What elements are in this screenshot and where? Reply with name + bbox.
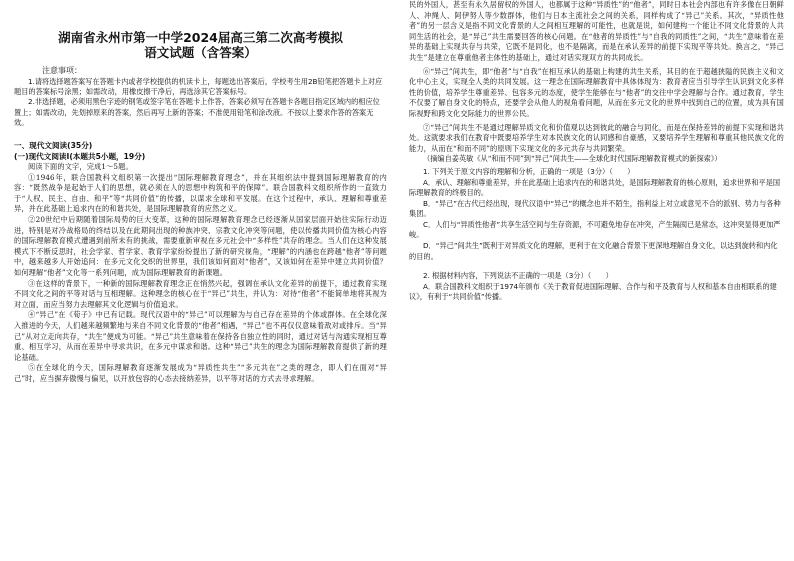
note-item: 1.请将选择题答案写在答题卡内或者学校提供的机读卡上，每题选出答案后，学校考生用2B铅笔把答题卡上对应题目的答案标号涂黑；如需改动，用橡皮擦干净后，再选涂其它答案标号。 [14, 77, 383, 97]
exam-subtitle: 语文试题（含答案） [144, 45, 257, 60]
notes-label: 注意事项： [42, 66, 82, 75]
note-item: 2.非选择题，必须用黑色字迹的钢笔或签字笔在答题卡上作答，答案必须写在答题卡各题目指定区域内的相应位置上；如需改动，先划掉原来的答案，然后再写上新的答案；不准使用铅笔和涂改液。不按以上要求作答的答案无效。 [14, 97, 380, 127]
passage-paragraph: 民的外国人，甚至有永久居留权的外国人，也都属于这种“异质性”的“他者”，同时日本社会内部也有许多像在日朝鲜人、冲绳人、阿伊努人等少数群体，他们与日本主流社会之间的关系，同样构成了“异己”关系。其次，“异质性他者”的另一层含义是指不同文化背景的人之间相互理解的可能性，也就是说，如何建构一个能让不同文化背景的人共同生活的社会，是“异己”共生需要回答的核心问题。在“他者的异质性”与“自我的同质性”之间，“共生”意味着在差异的基础上实现共存与共荣，它既不是同化，也不是隔离，而是在承认差异的前提下实现平等共处。换言之，“异己共生”是建立在尊重他者主体性的基础上，通过对话实现双方的共同成长。 [409, 0, 784, 62]
passage-paragraph: ④“异己”在《荀子》中已有记载。现代汉语中的“异己”可以理解为与自己存在差异的个体或群体。在全球化深入推进的今天，人们越来越频繁地与来自不同文化背景的“他者”相遇，“异己”也不再仅仅意味着敌对或排斥。当“异己”从对立走向共存，“共生”便成为可能。“异己”共生意味着在保持各自独立性的同时，通过对话与沟通实现相互尊重、相互学习，从而在差异中寻求共识，在多元中谋求和谐。这种“异己”共生的理念为国际理解教育提供了新的理论基础。 [14, 310, 387, 362]
answer-option: C．人们与“异质性他者”共享生活空间与生存资源，不可避免地存在冲突，产生隔阂已是常态，这冲突显得更加严峻。 [409, 219, 781, 240]
passage-paragraph: ②20世纪中后期随着国际局势的巨大变革，这种的国际理解教育理念已经逐渐从国家层面开始往实际行动迈进，特别是对冷战格局的终结以及在此期间出现的种族冲突、宗教文化冲突等问题，使以传播共同价值为核心内容的国际理解教育模式遭遇到前所未有的挑战，需要重新审视在多元社会中“多样性”共存的理念。当人们在这种发展模式下不断反思时，社会学家、哲学家、教育学家纷纷提出了新的研究视角，“理解”的内涵也在跨越“他者”等问题中，越来越多人开始追问：在多元文化交织的世界里，我们该如何面对“他者”，又该如何在差异中建立共同价值？如何理解“他者”文化等一系列问题，成为国际理解教育的新课题。 [14, 214, 387, 277]
question-stem: 1. 下列关于原文内容的理解和分析，正确的一项是（3分）（ ） [423, 166, 635, 176]
passage-source: （摘编自姜英敏《从“和而不同”到“异己”间共生——全球化时代国际理解教育模式的新探索》） [423, 154, 722, 164]
passage-paragraph: ⑥“异己”间共生，即“他者”与“自我”在相互承认的基础上构建的共生关系，其目的在于超越狭隘的民族主义和文化中心主义，实现全人类的共同发展。这一理念在国际理解教育中具体体现为：教育者应当引导学生认识到文化多样性的价值，培养学生尊重差异、包容多元的态度，使学生能够在与“他者”的交往中学会理解与合作。通过教育，学生不仅要了解自身文化的特点，还要学会从他人的视角看问题，从而在多元文化的世界中找到自己的位置，成为具有国际视野和跨文化交际能力的世界公民。 [409, 66, 784, 118]
right-column [397, 0, 794, 561]
passage-paragraph: ⑤在全球化的今天，国际理解教育逐渐发展成为“异质性共生”“多元共在”之类的理念，即人们在面对“异己”时，应当摒弃傲慢与偏见，以开放包容的心态去接纳差异，以平等对话的方式去寻求理解。 [14, 363, 387, 383]
exam-title: 湖南省永州市第一中学2024届高三第二次高考模拟 [58, 30, 343, 45]
section-heading: 一、现代文阅读(35分) [14, 141, 93, 151]
passage-paragraph: ⑦“异己”间共生不是通过理解异质文化和价值观以达到彼此的融合与同化，而是在保持差异的前提下实现和谐共处。这就要求我们在教育中既要培养学生对本民族文化的认同感和自豪感，又要培养学生理解和尊重其他民族文化的能力，从而在“和而不同”的原则下实现文化的多元共存与共同繁荣。 [409, 122, 784, 153]
passage-paragraph: ③在这样的背景下，一种新的国际理解教育理念正在悄然兴起，强调在承认文化差异的前提下，通过教育实现不同文化之间的平等对话与互相理解。这种理念的核心在于“异己”共生，并认为：对待“他者”不能简单地将其视为对立面，而应当努力去理解其文化逻辑与价值追求。 [14, 278, 387, 309]
passage-paragraph: ①1946年，联合国教科文组织第一次提出“国际理解教育理念”，并在其组织法中提到国际理解教育的内容：“既然战争是起始于人们的思想，就必须在人的思想中构筑和平的保障”。联合国教科文组织所作的一直致力于“人权、民主、自由、和平”等“共同价值”的传播，以谋求全球和平发展。在这个过程中，承认、理解和尊重差异，并在此基础上追求内在的和谐共处，是国际理解教育的应然之义。 [14, 172, 387, 214]
subsection-heading: (一)现代文阅读Ⅰ(本题共5小题，19分) [14, 152, 146, 162]
reading-instruction: 阅读下面的文字，完成1～5题。 [28, 162, 133, 172]
answer-option: D．“异己”间共生”既利于对异质文化的理解，更利于在文化融合背景下更深地理解自身文化，以达到旋转和内化的目的。 [409, 241, 778, 261]
answer-option: A．联合国教科文组织于1974年颁布《关于教育促进国际理解、合作与和平及教育与人权和基本自由相联系的建议》，有利于“共同价值”传播。 [409, 281, 777, 302]
question-stem: 2. 根据材料内容，下列说法不正确的一项是（3分）（ ） [423, 271, 613, 281]
answer-option: B．“异己”在古代已经出现，现代汉语中“异己”的概念也并不陌生，指利益上对立或意见不合的派别、势力与各种集团。 [409, 198, 781, 219]
answer-option: A．承认、理解和尊重差异，并在此基础上追求内在的和谐共处，是国际理解教育的核心原则，追求世界和平是国际理解教育的终极目的。 [409, 177, 781, 198]
